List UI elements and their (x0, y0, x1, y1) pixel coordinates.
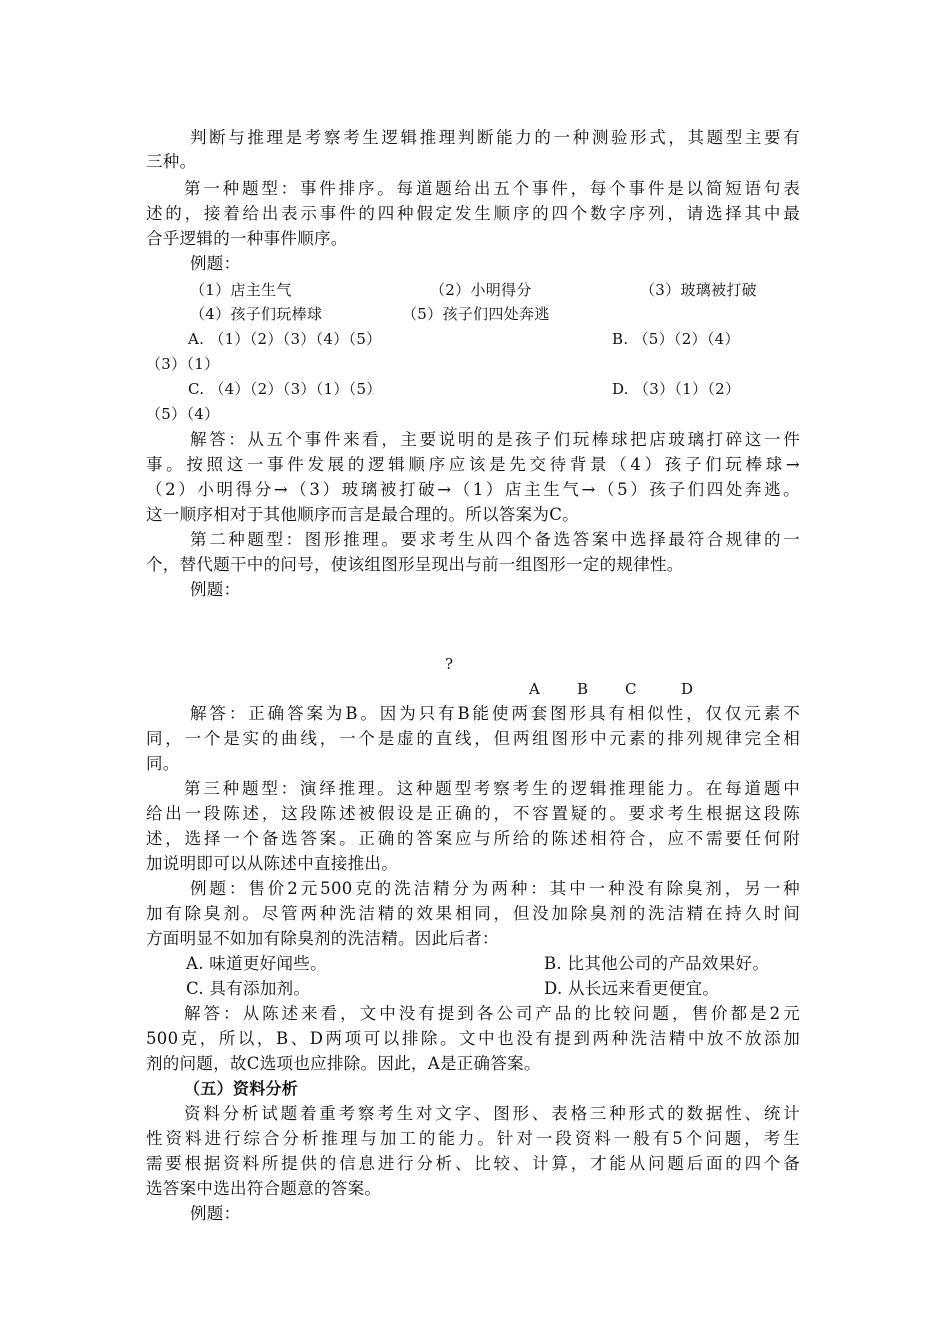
example1-label: 例题： (190, 254, 241, 273)
section-heading: （五）资料分析 (184, 1079, 299, 1098)
answer3-line-1: 解答：从陈述来看，文中没有提到各公司产品的比较问题，售价都是2元 (184, 1004, 800, 1023)
answer2-line-3: 同。 (146, 754, 180, 773)
example3-line-1: 例题：售价2元500克的洗洁精分为两种：其中一种没有除臭剂，另一种 (190, 879, 800, 898)
paragraph-intro-line-1: 判断与推理是考察考生逻辑推理判断能力的一种测验形式，其题型主要有 (190, 128, 800, 147)
example3-option-c: C. 具有添加剂。 (186, 979, 311, 998)
example3-option-b: B. 比其他公司的产品效果好。 (544, 954, 770, 973)
paragraph-type3-line-2: 给出一段陈述，这段陈述被假设是正确的，不容置疑的。要求考生根据这段陈 (146, 804, 800, 823)
section5-example-label: 例题： (190, 1204, 241, 1223)
example1-option-b-continued: （3）（1） (146, 355, 220, 373)
example3-option-d: D. 从长远来看更便宜。 (544, 979, 720, 998)
paragraph-type2-line-1: 第二种题型：图形推理。要求考生从四个备选答案中选择最符合规律的一 (190, 530, 800, 549)
section5-line-2: 性资料进行综合分析推理与加工的能力。针对一段资料一般有5个问题，考生 (146, 1129, 800, 1148)
paragraph-type1-line-2: 述的，接着给出表示事件的四种假定发生顺序的四个数字序列，请选择其中最 (146, 204, 800, 223)
paragraph-type2-line-2: 个，替代题干中的问号，使该组图形呈现出与前一组图形一定的规律性。 (146, 555, 684, 574)
event-5: （5）孩子们四处奔逃 (402, 305, 550, 323)
answer2-line-2: 同，一个是实的曲线，一个是虚的直线，但两组图形中元素的排列规律完全相 (146, 729, 800, 748)
event-1: （1）店主生气 (190, 281, 292, 299)
figure-option-b: B (577, 680, 589, 698)
example1-option-d-continued: （5）（4） (146, 405, 220, 423)
paragraph-type3-line-1: 第三种题型：演绎推理。这种题型考察考生的逻辑推理能力。在每道题中 (184, 779, 800, 798)
figure-option-c: C (625, 680, 637, 698)
paragraph-type1-line-1: 第一种题型：事件排序。每道题给出五个事件，每个事件是以简短语句表 (184, 179, 800, 198)
paragraph-type1-line-3: 合乎逻辑的一种事件顺序。 (146, 229, 348, 248)
paragraph-type3-line-3: 述，选择一个备选答案。正确的答案应与所给的陈述相符合，应不需要任何附 (146, 829, 800, 848)
example3-option-a: A. 味道更好闻些。 (186, 954, 327, 973)
figure-option-d: D (681, 680, 694, 698)
example3-line-2: 加有除臭剂。尽管两种洗洁精的效果相同，但没加除臭剂的洗洁精在持久时间 (146, 904, 800, 923)
example1-option-b: B. （5）（2）（4） (612, 330, 740, 348)
section5-line-1: 资料分析试题着重考察考生对文字、图形、表格三种形式的数据性、统计 (184, 1104, 800, 1123)
event-3: （3）玻璃被打破 (640, 281, 757, 299)
figure-question-mark: ? (445, 655, 454, 673)
answer1-line-1: 解答：从五个事件来看，主要说明的是孩子们玩棒球把店玻璃打碎这一件 (190, 430, 800, 449)
paragraph-type3-line-4: 加说明即可以从陈述中直接推出。 (146, 854, 398, 873)
example2-label: 例题： (190, 580, 241, 599)
answer1-line-4: 这一顺序相对于其他顺序而言是最合理的。所以答案为C。 (146, 505, 579, 524)
figure-option-a: A (529, 680, 541, 698)
paragraph-intro-line-2: 三种。 (146, 152, 197, 171)
example1-option-a: A. （1）（2）（3）（4）（5） (188, 330, 382, 348)
section5-line-3: 需要根据资料所提供的信息进行分析、比较、计算，才能从问题后面的四个备 (146, 1154, 800, 1173)
answer1-line-2: 事。按照这一事件发展的逻辑顺序应该是先交待背景（4）孩子们玩棒球→ (146, 455, 800, 474)
example1-option-d: D. （3）（1）（2） (612, 380, 741, 398)
event-4: （4）孩子们玩棒球 (190, 305, 323, 323)
event-2: （2）小明得分 (430, 281, 532, 299)
answer2-line-1: 解答：正确答案为B。因为只有B能使两套图形具有相似性，仅仅元素不 (190, 704, 800, 723)
answer3-line-3: 剂的问题，故C选项也应排除。因此，A是正确答案。 (146, 1054, 541, 1073)
example3-line-3: 方面明显不如加有除臭剂的洗洁精。因此后者： (146, 929, 499, 948)
answer3-line-2: 500克，所以，B、D两项可以排除。文中也没有提到两种洗洁精中放不放添加 (146, 1029, 800, 1048)
example1-option-c: C. （4）（2）（3）（1）（5） (188, 380, 382, 398)
answer1-line-3: （2）小明得分→（3）玻璃被打破→（1）店主生气→（5）孩子们四处奔逃。 (146, 480, 800, 499)
section5-line-4: 选答案中选出符合题意的答案。 (146, 1179, 382, 1198)
